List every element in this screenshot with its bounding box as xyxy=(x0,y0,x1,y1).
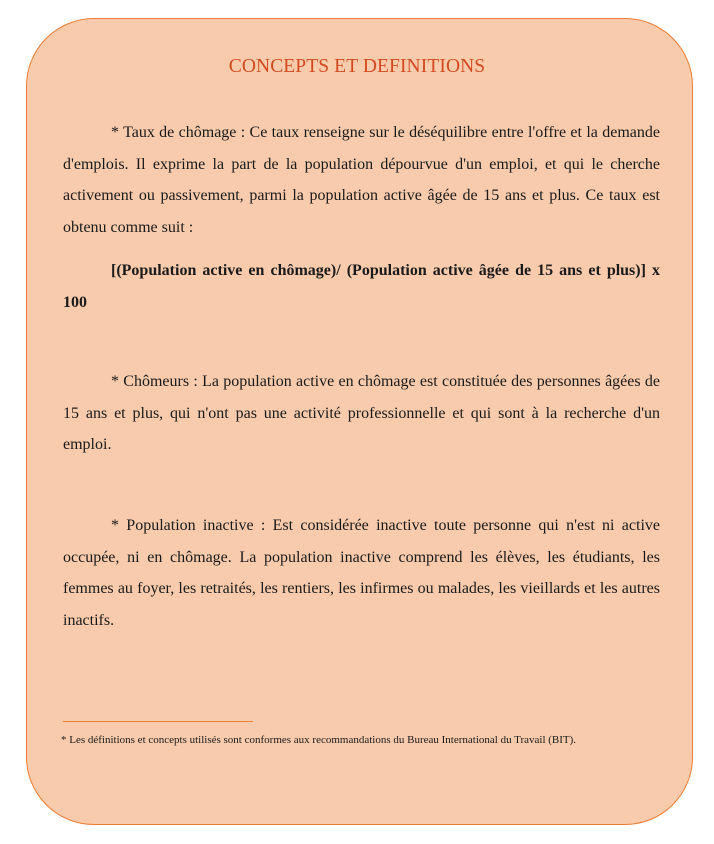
page-title: CONCEPTS ET DEFINITIONS xyxy=(228,56,486,77)
footnote-separator xyxy=(63,721,253,722)
definition-taux-de-chomage: * Taux de chômage : Ce taux renseigne sur le déséquilibre entre l'offre et la demande d'emplois. Il exprime la part de la population dépourvue d'un emploi, et qui le cherche activement ou passivement, parmi la population active âgée de 15 ans et plus. Ce taux est obtenu comme suit : xyxy=(63,124,660,236)
definition-population-inactive: * Population inactive : Est considérée inactive toute personne qui n'est ni active occupée, ni en chômage. La population inactive comprend les élèves, les étudiants, les femmes au foyer, les retraités, les rentiers, les infirmes ou malades, les vieillards et les autres inactifs. xyxy=(63,517,660,629)
definition-chomeurs: * Chômeurs : La population active en chômage est constituée des personnes âgées de 15 ans et plus, qui n'ont pas une activité professionnelle et qui sont à la recherche d'un emploi. xyxy=(63,373,660,453)
formula-taux-de-chomage: [(Population active en chômage)/ (Population active âgée de 15 ans et plus)] x 100 xyxy=(63,262,660,311)
footnote: * Les définitions et concepts utilisés sont conformes aux recommandations du Bureau International du Travail (BIT). xyxy=(61,734,577,746)
